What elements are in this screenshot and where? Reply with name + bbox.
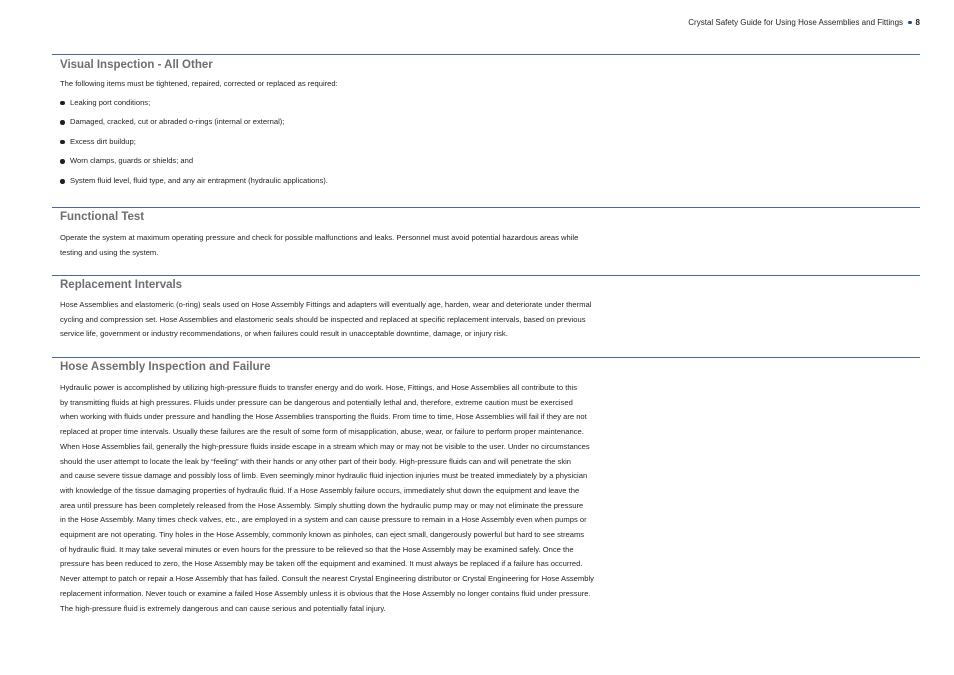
text-line: and cause severe tissue damage and possibly loss of limb. Even seemingly minor hydraulic fluid injection injuries must be treated immediately by a physician	[60, 471, 588, 481]
section-divider	[52, 54, 920, 55]
section-body	[52, 231, 700, 260]
section-inspection-failure	[52, 357, 920, 616]
list-item: Excess dirt buildup;	[60, 132, 920, 152]
section-body	[52, 298, 700, 342]
text-line: by transmitting fluids at high pressures. Fluids under pressure can be dangerous and potentially lethal and, therefore, extreme caution must be exercised	[60, 397, 573, 407]
section-replacement-intervals	[52, 275, 920, 342]
text-line: When Hose Assemblies fail, generally the high-pressure fluids inside escape in a stream which may or may not be visible to the user. Under no circumstances	[60, 441, 590, 451]
section-heading: Replacement Intervals	[60, 279, 183, 291]
text-line: in the Hose Assembly. Many times check valves, etc., are employed in a system and can cause pressure to remain in a Hose Assembly even when pumps or	[60, 515, 587, 525]
list-item: Leaking port conditions;	[60, 93, 920, 113]
section-heading: Hose Assembly Inspection and Failure	[60, 361, 271, 373]
text-line: service life, government or industry recommendations, or when failures could result in unacceptable downtime, damage, or injury risk.	[60, 329, 508, 339]
text-line: testing and using the system.	[60, 247, 159, 257]
section-heading: Functional Test	[60, 211, 145, 223]
text-line: The high-pressure fluid is extremely dangerous and can cause serious and potentially fatal injury.	[60, 603, 386, 613]
section-heading: Visual Inspection - All Other	[60, 59, 213, 71]
list-item: Damaged, cracked, cut or abraded o-rings (internal or external);	[60, 112, 920, 132]
page-number: 8	[915, 18, 920, 27]
list-item: Worn clamps, guards or shields; and	[60, 151, 920, 171]
text-line: replacement information. Never touch or examine a failed Hose Assembly unless it is obvious that the Hose Assembly no longer contains fluid under pressure.	[60, 588, 591, 598]
section-functional-test	[52, 207, 920, 260]
text-line: equipment are not operating. Tiny holes in the Hose Assembly, commonly known as pinholes, can eject small, dangerously powerful but hard to see streams	[60, 530, 585, 540]
text-line: when working with fluids under pressure and handling the Hose Assemblies transporting the fluids. From time to time, Hose Assemblies will fail if they are not	[60, 412, 587, 422]
text-line: pressure has been reduced to zero, the Hose Assembly may be taken off the equipment and examined. It must always be replaced if a failure has occurred.	[60, 559, 583, 569]
section-intro: The following items must be tightened, repaired, corrected or replaced as required:	[60, 79, 338, 88]
text-line: Operate the system at maximum operating pressure and check for possible malfunctions and leaks. Personnel must avoid potential hazardous areas while	[60, 233, 579, 242]
text-line: with knowledge of the tissue damaging properties of hydraulic fluid. If a Hose Assembly failure occurs, immediately shut down the equipment and leave the	[60, 485, 580, 495]
list-item: System fluid level, fluid type, and any air entrapment (hydraulic applications).	[60, 171, 920, 191]
text-line: cycling and compression set. Hose Assemblies and elastomeric seals should be inspected and replaced at specific replacement intervals, based on previous	[60, 314, 586, 324]
text-line: should the user attempt to locate the leak by “feeling” with their hands or any other part of their body. High-pressure fluids can and will penetrate the skin	[60, 456, 572, 466]
requirements-list	[52, 93, 920, 191]
document-title: Crystal Safety Guide for Using Hose Assemblies and Fittings	[688, 18, 904, 27]
text-line: Never attempt to patch or repair a Hose Assembly that has failed. Consult the nearest Crystal Engineering distributor or Crystal Engineering for Hose Assembly	[60, 574, 594, 584]
text-line: area until pressure has been completely released from the Hose Assembly. Simply shutting down the hydraulic pump may or may not eliminate the pressure	[60, 500, 584, 510]
text-line: Hose Assemblies and elastomeric (o-ring) seals used on Hose Assembly Fittings and adapters will eventually age, harden, wear and deteriorate under thermal	[60, 300, 592, 309]
section-body	[52, 381, 700, 616]
section-visual-inspection	[52, 54, 920, 191]
page-header	[688, 18, 920, 27]
text-line: replaced at proper time intervals. Usually these failures are the result of some form of misapplication, abuse, wear, or failure to perform proper maintenance.	[60, 427, 584, 437]
text-line: of hydraulic fluid. It may take several minutes or even hours for the pressure to be relieved so that the Hose Assembly may be examined safely. Once the	[60, 544, 574, 554]
bullet-separator-icon	[908, 21, 912, 25]
text-line: Hydraulic power is accomplished by utilizing high-pressure fluids to transfer energy and do work. Hose, Fittings, and Hose Assemblies all contribute to this	[60, 383, 578, 392]
